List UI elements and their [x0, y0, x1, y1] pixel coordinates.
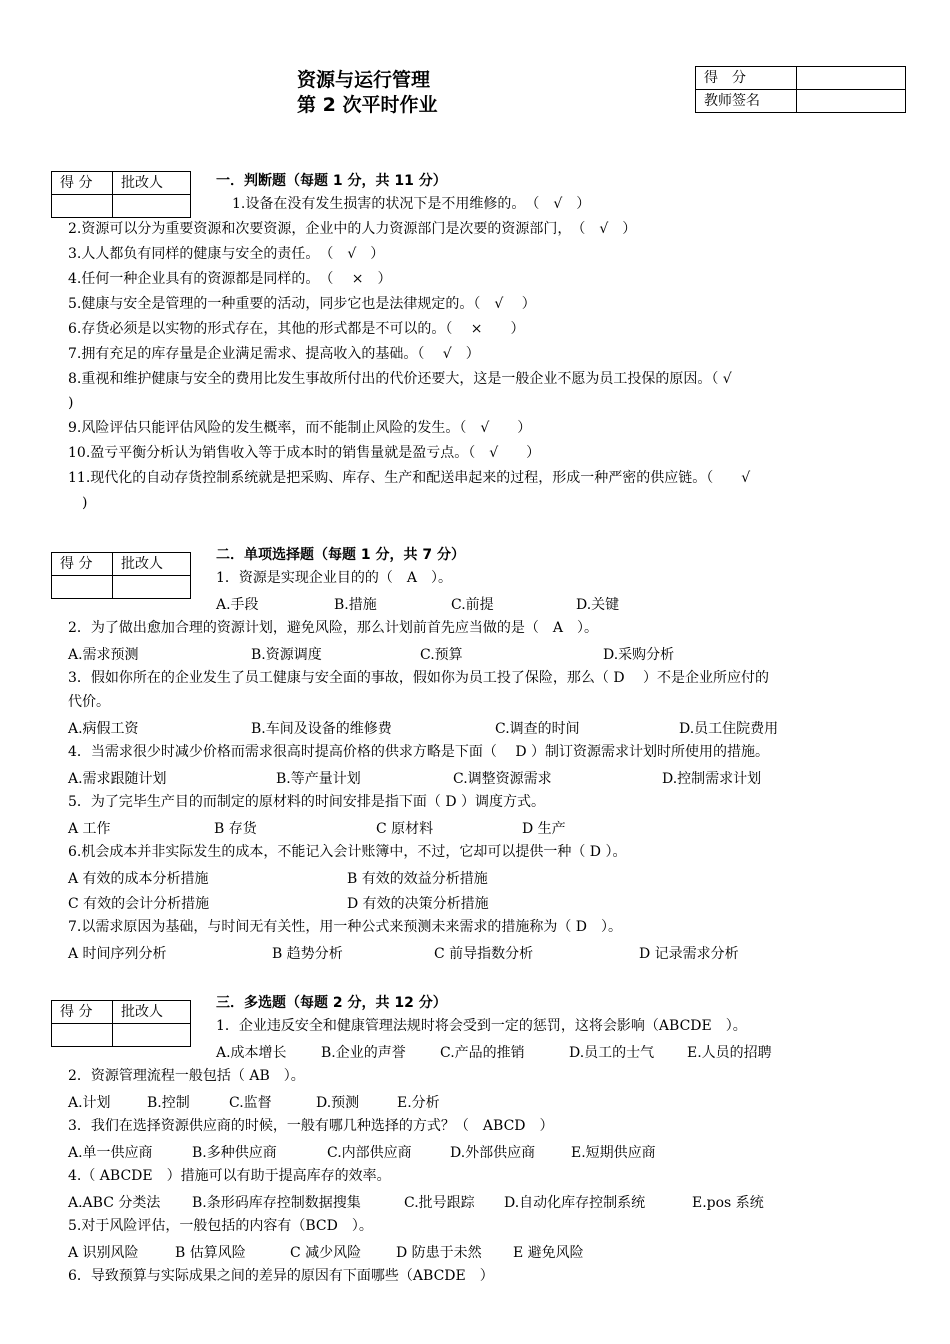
part1-line: 3.人人都负有同样的健康与安全的责任。 （ √ ）: [68, 246, 385, 262]
option: A.单一供应商: [68, 1145, 153, 1161]
option: B.资源调度: [251, 647, 322, 663]
question-text: 3．假如你所在的企业发生了员工健康与安全面的事故，假如你为员工投了保险，那么（ D ）不是企业所应付的: [68, 670, 770, 686]
option: B 存货: [214, 821, 257, 837]
grader-score-cell: [52, 1024, 113, 1047]
grader-score-cell: [52, 576, 113, 599]
part1-line: 5.健康与安全是管理的一种重要的活动，同步它也是法律规定的。（ √ ）: [68, 296, 536, 312]
score-cell: [797, 67, 906, 90]
question-text: 7.以需求原因为基础，与时间无有关性，用一种公式来预测未来需求的措施称为（ D ）。: [68, 919, 623, 935]
option: A 工作: [68, 821, 111, 837]
part1-line: 7.拥有充足的库存量是企业满足需求、提高收入的基础。（ √ ）: [68, 346, 480, 362]
option: D 有效的决策分析措施: [347, 896, 489, 912]
question-text: 5.对于风险评估，一般包括的内容有（BCD ）。: [68, 1218, 373, 1234]
option: B.多种供应商: [192, 1145, 277, 1161]
title-line-1: 资源与运行管理: [297, 69, 431, 91]
option: B 有效的效益分析措施: [347, 871, 488, 887]
part1-line: 6.存货必须是以实物的形式存在，其他的形式都是不可以的。（ × ）: [68, 321, 525, 337]
question-text: 3．我们在选择资源供应商的时候，一般有哪几种选择的方式？（ ABCD ）: [68, 1118, 554, 1134]
option: D 生产: [522, 821, 566, 837]
option: D.自动化库存控制系统: [504, 1195, 646, 1211]
part2-heading: 二．单项选择题（每题 1 分，共 7 分）: [216, 547, 465, 563]
part1-line: 8.重视和维护健康与安全的费用比发生事故所付出的代价还要大，这是一般企业不愿为员工投保的原因。（ √: [68, 371, 732, 387]
option: B 趋势分析: [272, 946, 343, 962]
option: C.产品的推销: [440, 1045, 525, 1061]
option: B.条形码库存控制数据搜集: [192, 1195, 361, 1211]
part1-line: 2.资源可以分为重要资源和次要资源，企业中的人力资源部门是次要的资源部门， （ √ ）: [68, 221, 637, 237]
part1-line: ): [68, 495, 88, 511]
option: C.预算: [420, 647, 463, 663]
grader-score-label: 得 分: [52, 1001, 113, 1024]
option: A.手段: [216, 597, 259, 613]
question-text: 1．资源是实现企业目的的（ A ）。: [216, 570, 453, 586]
option: A.成本增长: [216, 1045, 287, 1061]
option: D.员工的士气: [569, 1045, 655, 1061]
option: C.调整资源需求: [453, 771, 552, 787]
option: C.内部供应商: [327, 1145, 412, 1161]
grader-name-label: 批改人: [113, 553, 191, 576]
option: D.采购分析: [603, 647, 675, 663]
option: C 有效的会计分析措施: [68, 896, 210, 912]
option: E 避免风险: [513, 1245, 584, 1261]
option: C 减少风险: [290, 1245, 362, 1261]
part1-line: 1.设备在没有发生损害的状况下是不用维修的。 （ √ ）: [232, 196, 591, 212]
option: A.需求预测: [68, 647, 139, 663]
teacher-sign-cell: [797, 90, 906, 113]
question-text: 2．资源管理流程一般包括（ AB ）。: [68, 1068, 305, 1084]
question-text: 6．导致预算与实际成果之间的差异的原因有下面哪些（ABCDE ）: [68, 1268, 494, 1284]
part1-line: 10.盈亏平衡分析认为销售收入等于成本时的销售量就是盈亏点。（ √ ）: [68, 445, 541, 461]
option: A 时间序列分析: [68, 946, 167, 962]
grader-name-cell: [113, 195, 191, 218]
option: A.病假工资: [68, 721, 139, 737]
option: E.分析: [397, 1095, 440, 1111]
option: C.调查的时间: [495, 721, 580, 737]
part1-line: 11.现代化的自动存货控制系统就是把采购、库存、生产和配送串起来的过程，形成一种严密的供应链。（ √: [68, 470, 751, 486]
grader-name-label: 批改人: [113, 1001, 191, 1024]
document-title: [297, 68, 437, 118]
option: C.前提: [451, 597, 494, 613]
grader-box-part3: [51, 1000, 191, 1047]
option: B.等产量计划: [276, 771, 361, 787]
option: D 防患于未然: [396, 1245, 482, 1261]
grader-name-cell: [113, 576, 191, 599]
option: B 估算风险: [175, 1245, 246, 1261]
option: A.计划: [68, 1095, 111, 1111]
grader-score-label: 得 分: [52, 172, 113, 195]
grader-box-part2: [51, 552, 191, 599]
option: D.控制需求计划: [662, 771, 762, 787]
option: C 前导指数分析: [434, 946, 534, 962]
option: A.需求跟随计划: [68, 771, 167, 787]
option: B.措施: [334, 597, 377, 613]
part1-line: ): [68, 395, 74, 411]
grader-score-label: 得 分: [52, 553, 113, 576]
part1-heading: 一．判断题（每题 1 分，共 11 分）: [216, 173, 447, 189]
option: D 记录需求分析: [639, 946, 739, 962]
option: E.pos 系统: [692, 1195, 764, 1211]
option: B.控制: [147, 1095, 190, 1111]
option: D.外部供应商: [450, 1145, 536, 1161]
option: E.人员的招聘: [687, 1045, 772, 1061]
grader-name-label: 批改人: [113, 172, 191, 195]
option: D.关键: [576, 597, 620, 613]
option: C 原材料: [376, 821, 434, 837]
score-signature-table: [695, 66, 906, 113]
question-text: 2．为了做出愈加合理的资源计划，避免风险，那么计划前首先应当做的是（ A ）。: [68, 620, 599, 636]
question-text: 6.机会成本并非实际发生的成本，不能记入会计账簿中，不过，它却可以提供一种（ D ）。: [68, 844, 627, 860]
option: D.预测: [316, 1095, 360, 1111]
part3-heading: 三．多选题（每题 2 分，共 12 分）: [216, 995, 447, 1011]
option: B.企业的声誉: [321, 1045, 406, 1061]
option: C.监督: [229, 1095, 272, 1111]
grader-name-cell: [113, 1024, 191, 1047]
question-text: 4.（ ABCDE ）措施可以有助于提高库存的效率。: [68, 1168, 391, 1184]
score-label: 得 分: [696, 67, 797, 90]
grader-score-cell: [52, 195, 113, 218]
option: E.短期供应商: [571, 1145, 656, 1161]
option: D.员工住院费用: [679, 721, 779, 737]
option: C.批号跟踪: [404, 1195, 475, 1211]
option: A.ABC 分类法: [68, 1195, 161, 1211]
option: B.车间及设备的维修费: [251, 721, 392, 737]
teacher-sign-label: 教师签名: [696, 90, 797, 113]
question-text: 1．企业违反安全和健康管理法规时将会受到一定的惩罚，这将会影响（ABCDE ）。: [216, 1018, 747, 1034]
grader-box-part1: [51, 171, 191, 218]
question-text: 代价。: [68, 694, 110, 710]
question-text: 4．当需求很少时减少价格而需求很高时提高价格的供求方略是下面（ D ）制订资源需求计划时所使用的措施。: [68, 744, 770, 760]
title-line-2: 第 2 次平时作业: [297, 94, 438, 116]
option: A 有效的成本分析措施: [68, 871, 209, 887]
part1-line: 9.风险评估只能评估风险的发生概率，而不能制止风险的发生。（ √ ）: [68, 420, 532, 436]
option: A 识别风险: [68, 1245, 139, 1261]
question-text: 5．为了完毕生产目的而制定的原材料的时间安排是指下面（ D ）调度方式。: [68, 794, 546, 810]
part1-line: 4.任何一种企业具有的资源都是同样的。 （ × ）: [68, 271, 392, 287]
